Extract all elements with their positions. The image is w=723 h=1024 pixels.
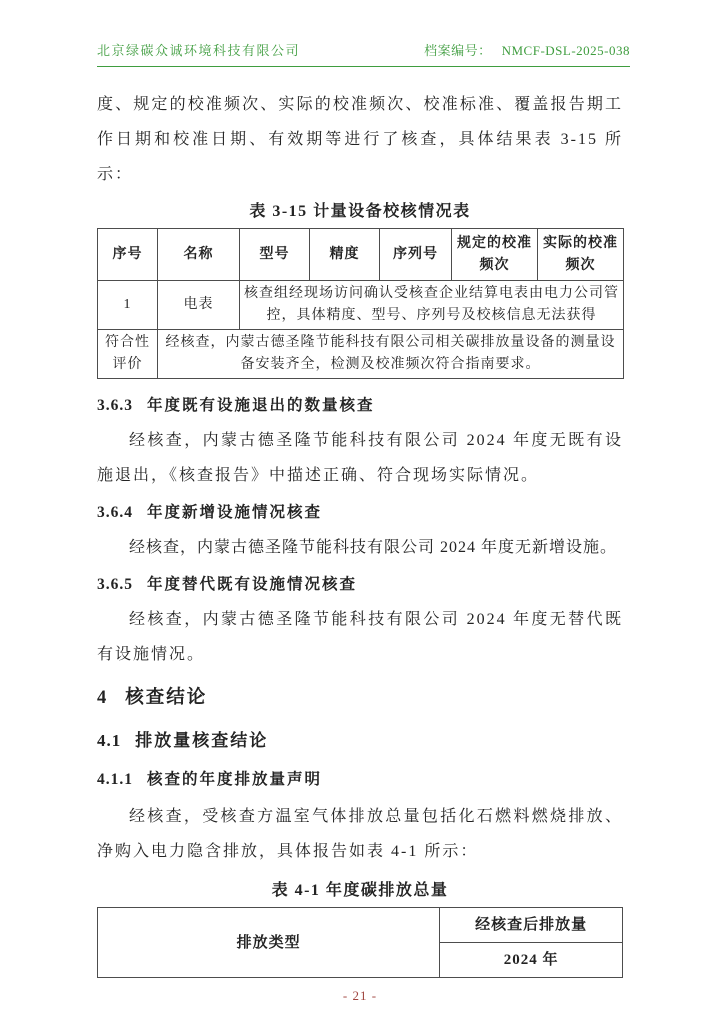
table-4-1-caption: 表 4-1 年度碳排放总量 (271, 882, 449, 899)
cell-device-name: 电表 (158, 281, 240, 330)
section-number: 3.6.5 (97, 576, 133, 593)
section-number: 4.1 (97, 731, 122, 750)
col-header-required-freq: 规定的校准频次 (452, 229, 538, 281)
paragraph-4-1-1: 经核查，受核查方温室气体排放总量包括化石燃料燃烧排放、净购入电力隐含排放，具体报告如表 4-1 所示： (97, 808, 623, 860)
section-number: 3.6.4 (97, 504, 133, 521)
intro-paragraph: 度、规定的校准频次、实际的校准频次、校准标准、覆盖报告期工作日期和校准日期、有效期等进行了核查，具体结果表 3-15 所示： (97, 96, 623, 183)
col-header-seq: 序号 (98, 229, 158, 281)
section-title: 核查的年度排放量声明 (147, 771, 323, 788)
cell-device-note: 核查组经现场访问确认受核查企业结算电表由电力公司管控，具体精度、型号、序列号及校核信息无法获得 (240, 281, 624, 330)
section-paragraph-3-6-4: 经核查，内蒙古德圣隆节能科技有限公司 2024 年度无新增设施。 (129, 539, 618, 556)
section-title: 年度新增设施情况核查 (147, 504, 323, 521)
col-header-precision: 精度 (310, 229, 380, 281)
table-row (98, 281, 624, 330)
section-title: 年度既有设施退出的数量核查 (147, 397, 375, 414)
col-header-serial: 序列号 (380, 229, 452, 281)
section-heading-4-1 (97, 729, 623, 753)
cell-year-2024: 2024 年 (440, 943, 623, 978)
section-title: 年度替代既有设施情况核查 (147, 576, 358, 593)
section-title: 排放量核查结论 (135, 731, 269, 750)
section-heading-3-6-3 (97, 395, 623, 417)
file-number (424, 40, 630, 59)
section-heading-3-6-5 (97, 574, 623, 596)
section-number: 3.6.3 (97, 397, 133, 414)
section-paragraph-3-6-5: 经核查，内蒙古德圣隆节能科技有限公司 2024 年度无替代既有设施情况。 (97, 611, 623, 663)
table-3-15-caption: 表 3-15 计量设备校核情况表 (249, 203, 471, 220)
file-number-label: 档案编号： (424, 43, 492, 58)
col-header-name: 名称 (158, 229, 240, 281)
table-row (98, 330, 624, 379)
page-header (97, 0, 630, 67)
section-paragraph-3-6-3: 经核查，内蒙古德圣隆节能科技有限公司 2024 年度无既有设施退出，《核查报告》中描述正确、符合现场实际情况。 (97, 432, 623, 484)
cell-verified-emissions-label: 经核查后排放量 (440, 908, 623, 943)
col-header-model: 型号 (240, 229, 310, 281)
section-number: 4.1.1 (97, 771, 133, 788)
cell-seq: 1 (98, 281, 158, 330)
cell-emission-type: 排放类型 (98, 908, 440, 978)
section-heading-3-6-4 (97, 502, 623, 524)
table-row (98, 908, 623, 943)
cell-conformity-label: 符合性评价 (98, 330, 158, 379)
page-content (97, 87, 623, 1004)
chapter-number: 4 (97, 688, 108, 708)
cell-conformity-note: 经核查，内蒙古德圣隆节能科技有限公司相关碳排放量设备的测量设备安装齐全，检测及校准频次符合指南要求。 (158, 330, 624, 379)
section-heading-4-1-1 (97, 769, 623, 791)
table-3-15 (97, 228, 624, 379)
table-4-1 (97, 907, 623, 978)
page-number: - 21 - (342, 988, 378, 1003)
chapter-heading-4 (97, 685, 623, 711)
col-header-actual-freq: 实际的校准频次 (538, 229, 624, 281)
company-name: 北京绿碳众诚环境科技有限公司 (97, 43, 301, 58)
file-number-value: NMCF-DSL-2025-038 (501, 43, 630, 58)
chapter-title: 核查结论 (125, 688, 208, 708)
table-row (98, 229, 624, 281)
